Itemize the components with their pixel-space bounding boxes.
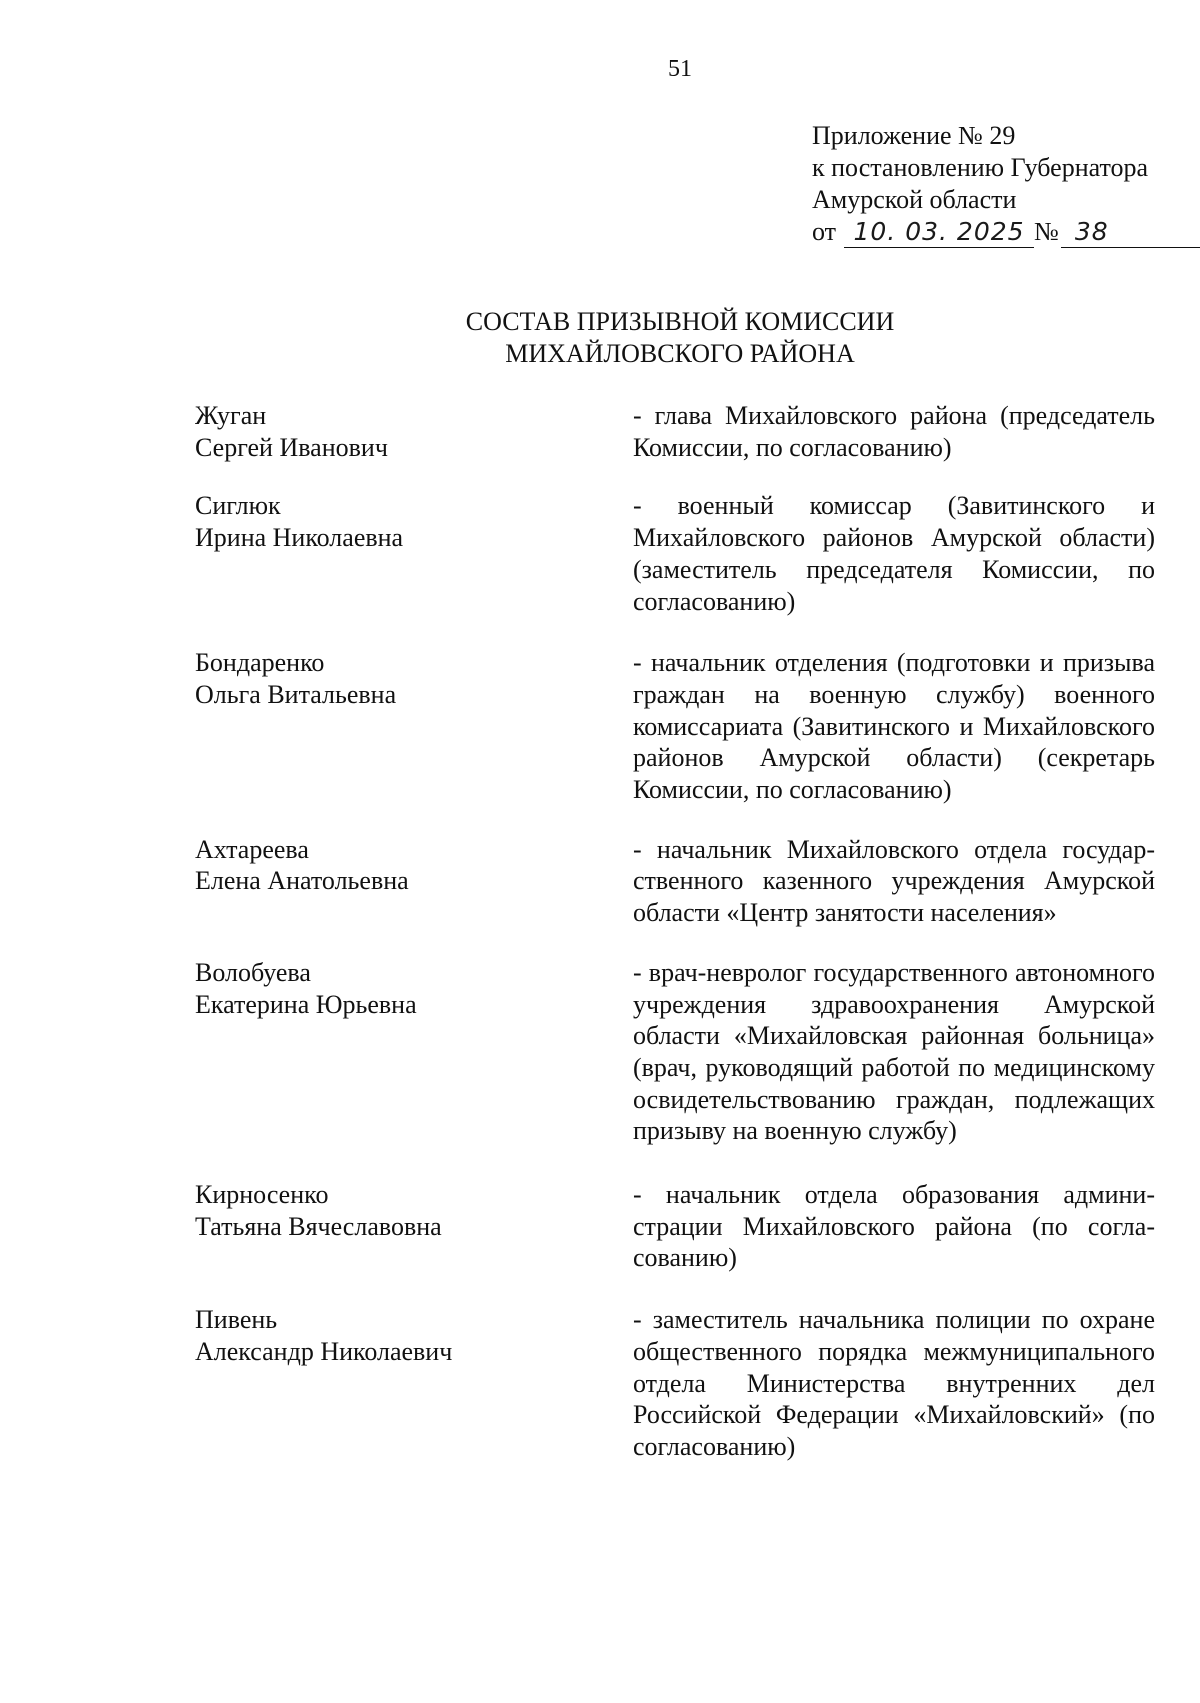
member-surname: Сиглюк (195, 491, 281, 521)
appendix-reference: к постановлению Губернатора (812, 153, 1149, 182)
appendix-header (812, 120, 1200, 248)
member-name (195, 490, 633, 617)
member-given-names: Ольга Витальевна (195, 679, 397, 709)
member-given-names: Александр Николаевич (195, 1336, 453, 1366)
member-given-names: Ирина Николаевна (195, 523, 404, 553)
title-line-1: СОСТАВ ПРИЗЫВНОЙ КОМИССИИ (465, 307, 895, 336)
member-name (195, 1179, 633, 1274)
member-role: - начальник Михайловского отдела государственного казенного учреждения Амурской области «Центр занятости населения» (633, 834, 1155, 928)
member-surname: Волобуева (195, 957, 311, 987)
member-row (195, 957, 1155, 1147)
title-line-2: МИХАЙЛОВСКОГО РАЙОНА (505, 339, 855, 368)
number-prefix: № (1034, 217, 1059, 246)
member-surname: Ахтареева (195, 834, 309, 864)
member-row (195, 490, 1155, 617)
commission-members-list (195, 400, 1155, 1463)
member-role: - глава Михайловского района (председатель Комиссии, по согласованию) (633, 401, 1155, 462)
member-role: - военный комиссар (Завитинского и Михайловского районов Амурской области) (заместитель председателя Комиссии, по согласованию) (633, 491, 1155, 616)
member-surname: Пивень (195, 1305, 278, 1335)
handwritten-date: 10. 03. 2025 (844, 217, 1034, 248)
member-given-names: Елена Анатольевна (195, 866, 409, 896)
member-name (195, 1304, 633, 1463)
member-row (195, 1304, 1155, 1463)
appendix-number: Приложение № 29 (812, 121, 1016, 150)
member-name (195, 400, 633, 463)
member-surname: Кирносенко (195, 1180, 329, 1210)
member-role: - начальник отделения (подготовки и призыва граждан на военную службу) военного комиссариата (Завитинского и Михайловского районов Амурской области) (секретарь Комиссии, по согласованию) (633, 648, 1155, 805)
member-name (195, 834, 633, 929)
member-row (195, 647, 1155, 806)
appendix-date-line (812, 216, 1200, 248)
member-row (195, 834, 1155, 929)
member-surname: Жуган (195, 401, 267, 430)
member-name (195, 647, 633, 806)
handwritten-number: 38 (1061, 217, 1200, 248)
appendix-region: Амурской области (812, 185, 1017, 214)
page-number: 51 (668, 56, 692, 82)
member-row (195, 400, 1155, 463)
member-role: - начальник отдела образования администрации Михайловского района (по согласованию) (633, 1180, 1155, 1273)
member-row (195, 1179, 1155, 1274)
member-given-names: Татьяна Вячеславовна (195, 1211, 442, 1241)
member-surname: Бондаренко (195, 648, 325, 678)
member-role: - врач-невролог государственного автономного учреждения здравоохранения Амурской области «Михайловская районная больница» (врач, руководящий работой по медицинскому освидетельствованию граждан, подлежащих призыву на военную службу) (633, 957, 1155, 1146)
member-given-names: Екатерина Юрьевна (195, 989, 417, 1019)
member-role: - заместитель начальника полиции по охране общественного порядка межмуниципального отдела Министерства внутренних дел Российской Федерации «Михайловский» (по согласованию) (633, 1305, 1155, 1461)
date-prefix: от (812, 217, 837, 246)
member-name (195, 957, 633, 1147)
member-given-names: Сергей Иванович (195, 432, 388, 462)
document-title (0, 306, 1200, 370)
